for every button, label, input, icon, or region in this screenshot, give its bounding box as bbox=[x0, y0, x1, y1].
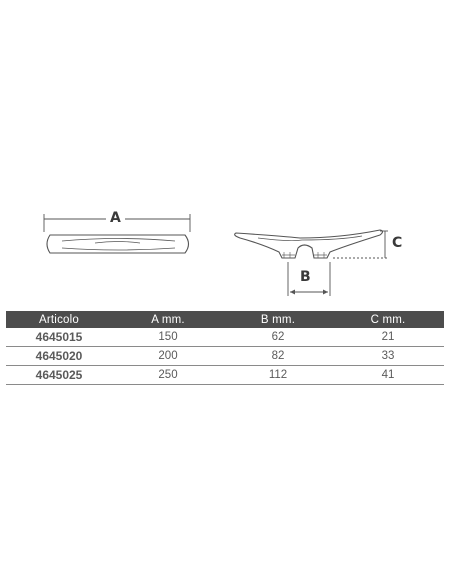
a-value: 250 bbox=[158, 369, 178, 381]
b-value: 62 bbox=[271, 331, 285, 343]
header-articolo: Articolo bbox=[39, 313, 79, 326]
article-code: 4645020 bbox=[35, 349, 83, 363]
specifications-table bbox=[6, 311, 444, 385]
cleat-top-view bbox=[47, 235, 189, 253]
article-code: 4645015 bbox=[35, 330, 83, 344]
dimension-a-label: A bbox=[110, 210, 121, 226]
cleat-side-view bbox=[235, 230, 383, 258]
c-value: 41 bbox=[381, 369, 395, 381]
b-value: 112 bbox=[268, 369, 288, 381]
header-a-mm: A mm. bbox=[151, 313, 185, 326]
table-row bbox=[6, 366, 444, 385]
header-b-mm: B mm. bbox=[260, 313, 296, 326]
a-value: 200 bbox=[158, 350, 178, 362]
table-row bbox=[6, 347, 444, 366]
header-c-mm: C mm. bbox=[370, 313, 406, 326]
table-header-row bbox=[6, 311, 444, 328]
a-value: 150 bbox=[158, 331, 178, 343]
table-row bbox=[6, 328, 444, 347]
dimension-c-label: C bbox=[392, 235, 403, 251]
article-code: 4645025 bbox=[35, 368, 83, 382]
b-value: 82 bbox=[271, 350, 285, 362]
dimension-b-label: B bbox=[300, 269, 311, 285]
c-value: 33 bbox=[381, 350, 395, 362]
c-value: 21 bbox=[381, 331, 395, 343]
